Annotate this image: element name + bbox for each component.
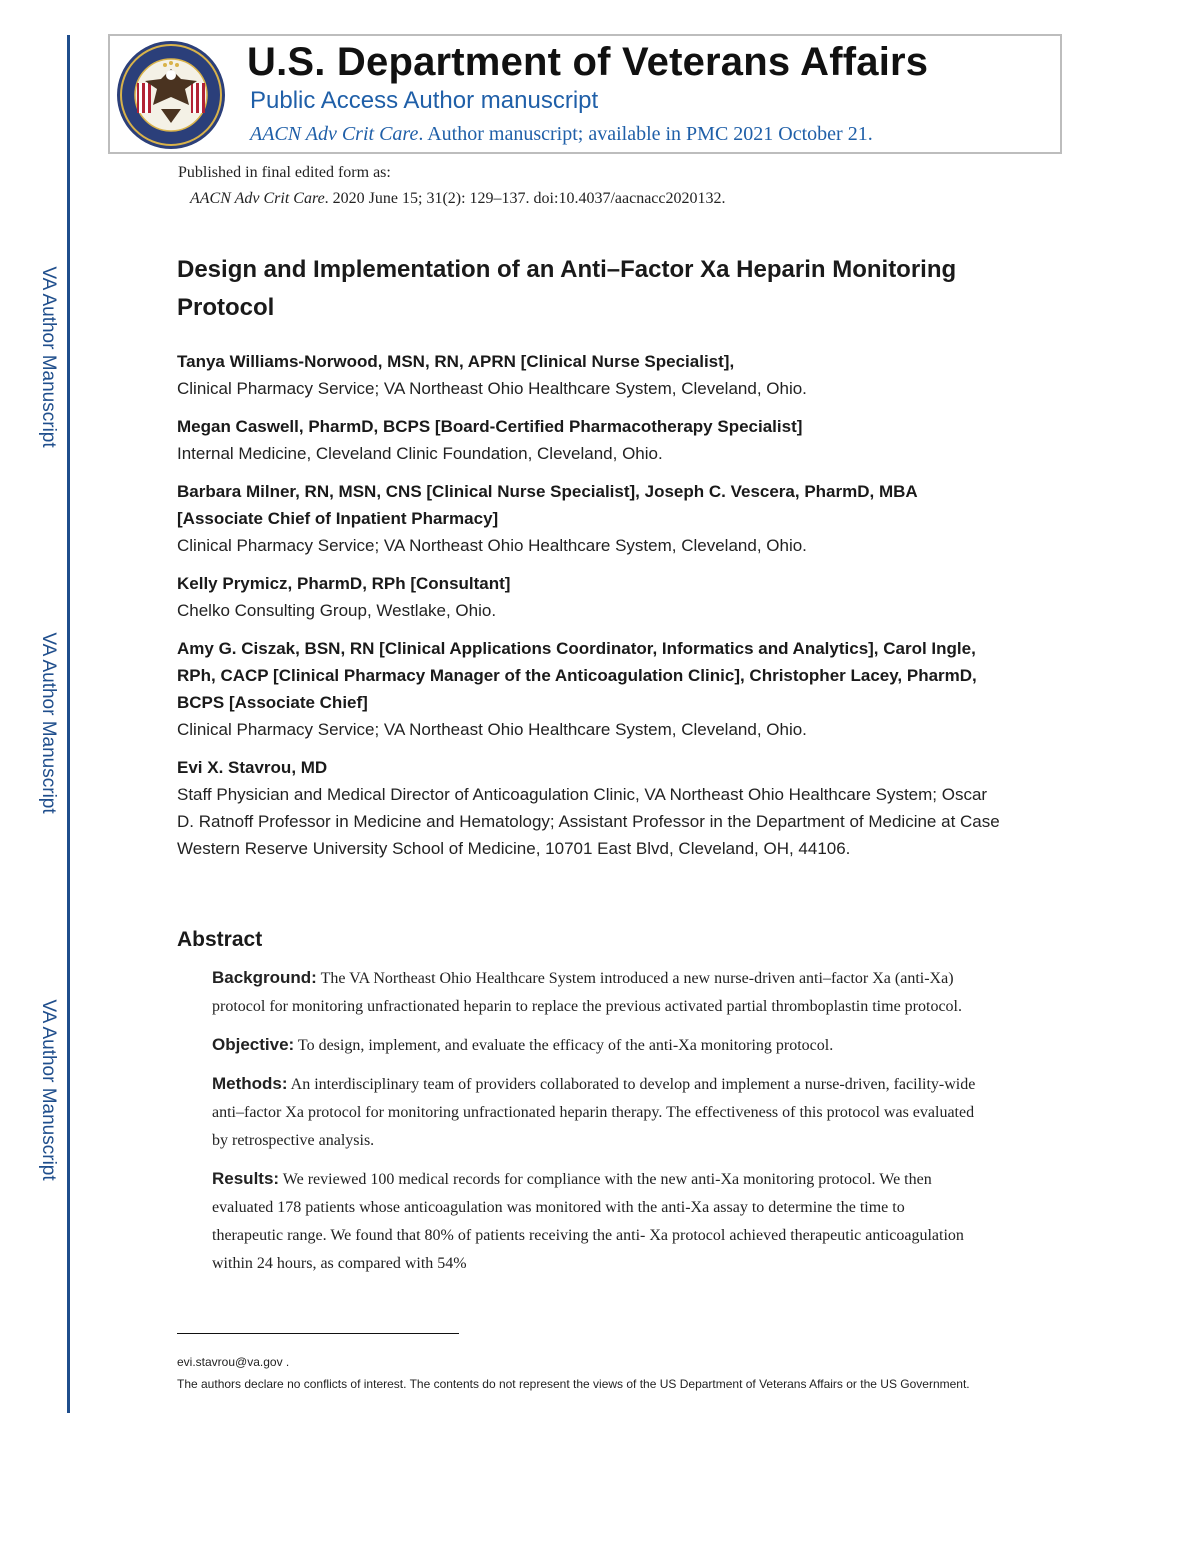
author-names: Tanya Williams-Norwood, MSN, RN, APRN [Clinical Nurse Specialist], [177, 352, 735, 371]
author-names: Amy G. Ciszak, BSN, RN [Clinical Applications Coordinator, Informatics and Analytics], Carol Ingle, RPh, CACP [Clinical Pharmacy Manager of the Anticoagulation Clinic], Christopher Lacey, PharmD, BCPS [Associate Chief] [177, 639, 977, 712]
va-seal-icon [115, 39, 227, 151]
author-affiliation: Clinical Pharmacy Service; VA Northeast Ohio Healthcare System, Cleveland, Ohio. [177, 379, 807, 398]
author-names: Barbara Milner, RN, MSN, CNS [Clinical Nurse Specialist], Joseph C. Vescera, PharmD, MBA [Associate Chief of Inpatient Pharmacy] [177, 482, 918, 528]
publication-info [178, 160, 726, 212]
footnote-email[interactable]: evi.stavrou@va.gov . [177, 1355, 290, 1369]
publication-label: Published in final edited form as: [178, 164, 391, 181]
publication-citation [178, 186, 726, 212]
author-block [177, 570, 1007, 624]
abstract-text: The VA Northeast Ohio Healthcare System introduced a new nurse-driven anti–factor Xa (anti-Xa) protocol for monitoring unfractionated heparin to replace the previous activated partial thromboplastin time protocol. [212, 970, 962, 1015]
abstract-results [212, 1165, 977, 1278]
author-block [177, 348, 1007, 402]
header-title: U.S. Department of Veterans Affairs [247, 40, 929, 84]
author-names: Evi X. Stavrou, MD [177, 758, 328, 777]
author-affiliation: Clinical Pharmacy Service; VA Northeast Ohio Healthcare System, Cleveland, Ohio. [177, 720, 807, 739]
author-block [177, 478, 1007, 559]
author-block [177, 754, 1007, 862]
publication-journal: AACN Adv Crit Care [190, 190, 325, 207]
publication-citation-text: . 2020 June 15; 31(2): 129–137. doi:10.4037/aacnacc2020132. [324, 190, 726, 207]
header-banner [108, 34, 1062, 154]
author-block [177, 635, 1007, 743]
abstract-background [212, 964, 977, 1021]
header-journal: AACN Adv Crit Care [250, 123, 419, 145]
footnote-disclosure: The authors declare no conflicts of interest. The contents do not represent the views of the US Department of Veterans Affairs or the US Government. [177, 1377, 970, 1391]
abstract-methods [212, 1070, 977, 1155]
header-citation [250, 123, 873, 146]
author-names: Megan Caswell, PharmD, BCPS [Board-Certified Pharmacotherapy Specialist] [177, 417, 803, 436]
abstract-label: Objective: [212, 1035, 295, 1054]
abstract-text: We reviewed 100 medical records for compliance with the new anti-Xa monitoring protocol. We then evaluated 178 patients whose anticoagulation was monitored with the anti-Xa assay to determine the time to therapeutic range. We found that 80% of patients receiving the anti- Xa protocol achieved therapeutic anticoagulation within 24 hours, as compared with 54% [212, 1171, 964, 1272]
footnote-divider [177, 1333, 459, 1334]
author-affiliation: Staff Physician and Medical Director of Anticoagulation Clinic, VA Northeast Ohio Healthcare System; Oscar D. Ratnoff Professor in Medicine and Hematology; Assistant Professor in the Department of Medicine at Case Western Reserve University School of Medicine, 10701 East Blvd, Cleveland, OH, 44106. [177, 785, 1000, 858]
author-affiliation: Chelko Consulting Group, Westlake, Ohio. [177, 601, 497, 620]
author-affiliation: Internal Medicine, Cleveland Clinic Foundation, Cleveland, Ohio. [177, 444, 663, 463]
abstract-label: Background: [212, 968, 317, 987]
abstract-text: An interdisciplinary team of providers collaborated to develop and implement a nurse-driven, facility-wide anti–factor Xa protocol for monitoring unfractionated heparin therapy. The effectiveness of this protocol was evaluated by retrospective analysis. [212, 1076, 976, 1149]
header-subtitle: Public Access Author manuscript [250, 87, 599, 114]
author-affiliation: Clinical Pharmacy Service; VA Northeast Ohio Healthcare System, Cleveland, Ohio. [177, 536, 807, 555]
article-title: Design and Implementation of an Anti–Factor Xa Heparin Monitoring Protocol [177, 256, 957, 321]
abstract-heading: Abstract [177, 928, 263, 951]
abstract-label: Results: [212, 1169, 280, 1188]
author-block [177, 413, 1007, 467]
abstract-label: Methods: [212, 1074, 288, 1093]
author-names: Kelly Prymicz, PharmD, RPh [Consultant] [177, 574, 511, 593]
abstract-objective [212, 1031, 977, 1060]
header-availability: . Author manuscript; available in PMC 2021 October 21. [418, 123, 873, 145]
abstract-section [177, 928, 977, 1288]
left-margin-rule [67, 35, 70, 1413]
author-list [177, 348, 1007, 873]
abstract-text: To design, implement, and evaluate the efficacy of the anti-Xa monitoring protocol. [297, 1037, 834, 1054]
